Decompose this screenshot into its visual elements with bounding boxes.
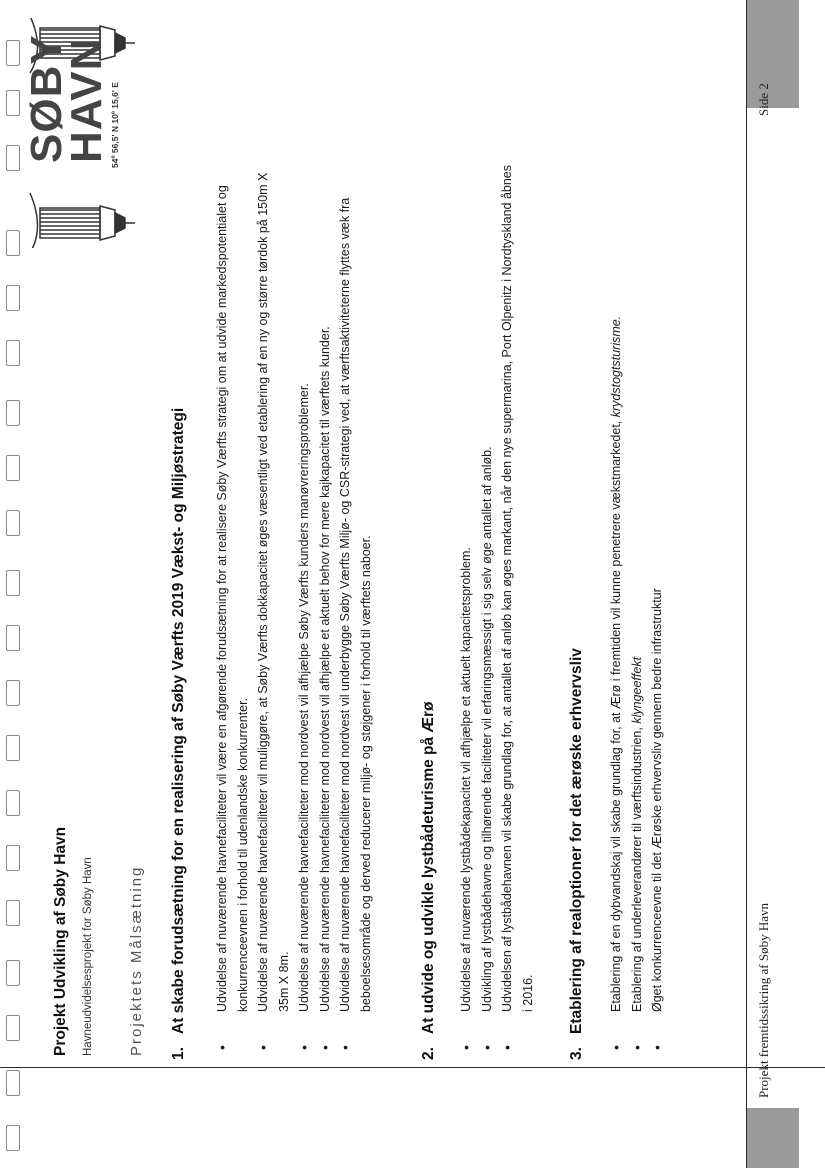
- logo-coordinates: 54º 56,5' N 10º 15,6' E: [110, 82, 120, 168]
- footer-decor-right: [747, 0, 799, 108]
- section-1-bullets: [212, 160, 376, 1060]
- logo-text-havn: HAVN: [62, 37, 111, 163]
- list-item: • Udvidelse af nuværende havnefaciliteter vil muliggøre, at Søby Værfts dokkapacitet øges væsentligt ved etablering af en ny og større tørdok på 150m X 35m X 8m.: [253, 160, 294, 1060]
- section-title: Etablering af realoptioner for det ærøske erhvervsliv: [568, 648, 585, 1034]
- section-number: 1.: [170, 1047, 187, 1060]
- header-rule: [0, 1067, 825, 1068]
- list-item-text: Etablering af en dybvandskaj vil skabe grundlag for, at Ærø i fremtiden vil kunne penetrere vækstmarkedet,: [609, 420, 623, 1012]
- list-item: • Udvidelse af nuværende havnefaciliteter mod nordvest vil afhjælpe Søby Værfts kunders manøvreringsproblemer.: [294, 160, 315, 1060]
- logo-text-soby: SØBY: [22, 34, 71, 163]
- list-item: • Udvikling af lystbådehavne og tilhørende faciliteter vil erfaringsmæssigt i sig selv øge antallet af anløb.: [477, 160, 498, 1060]
- section-2-bullets: [456, 160, 538, 1060]
- footer-decor-left: [747, 1108, 799, 1168]
- section-title: At udvide og udvikle lystbådeturisme på Ærø: [420, 701, 437, 1034]
- list-item: • Udvidelsen af lystbådehavnen vil skabe grundlag for, at antallet af anløb kan øges markant, når den nye supermarina, Port Olpenitz i Nordtyskland åbnes i 2016.: [497, 160, 538, 1060]
- document-title: Projekt Udvikling af Søby Havn: [52, 826, 69, 1056]
- section-title: At skabe forudsætning for en realisering af Søby Værfts 2019 Vækst- og Miljøstrategi: [170, 407, 187, 1034]
- page-number: Side 2: [756, 83, 771, 116]
- document-subtitle: Havneudvidelsesprojekt for Søby Havn: [82, 857, 94, 1056]
- section-number: 3.: [568, 1047, 585, 1060]
- list-item: • Udvidelse af nuværende havnefaciliteter vil være en afgørende forudsætning for at realisere Søby Værfts strategi om at udvide markedspotentialet og konkurrenceevnen i forhold til udenlandske konkurrenter.: [212, 160, 253, 1060]
- list-item: [627, 160, 648, 1060]
- section-number: 2.: [420, 1047, 437, 1060]
- section-3-heading: [568, 648, 586, 1060]
- list-item-italic: klyngeeffekt: [629, 656, 644, 724]
- footer-rule: [746, 0, 747, 1168]
- list-item: • Udvidelse af nuværende havnefaciliteter mod nordvest vil underbygge Søby Værfts Miljø- og CSR-strategi ved, at værftsaktiviteterne flyttes væk fra beboelsesområde og derved reducerer miljø- og støjgener i forhold til værftets naboer.: [335, 160, 376, 1060]
- footer-text: Projekt fremtidssikring af Søby Havn: [756, 903, 771, 1098]
- section-2-heading: [420, 702, 438, 1060]
- list-item: • Udvidelse af nuværende havnefaciliteter mod nordvest vil afhjælpe et aktuelt behov for mere kajkapacitet til værftets kunder.: [315, 160, 336, 1060]
- list-item-text: Etablering af underleverandører til værftsindustrien,: [629, 727, 644, 1012]
- section-1-heading: [170, 408, 188, 1060]
- list-item: • Øget konkurrenceevne til det Ærøske erhvervsliv gennem bedre infrastruktur: [647, 160, 668, 1060]
- section-3-bullets: [606, 160, 668, 1060]
- list-item: • Udvidelse af nuværende lystbådekapacitet vil afhjælpe et aktuelt kapacitetsproblem.: [456, 160, 477, 1060]
- section-heading: Projektets Målsætning: [128, 865, 145, 1056]
- list-item-italic: krydstogtsturisme.: [609, 315, 623, 418]
- list-item: [606, 160, 627, 1060]
